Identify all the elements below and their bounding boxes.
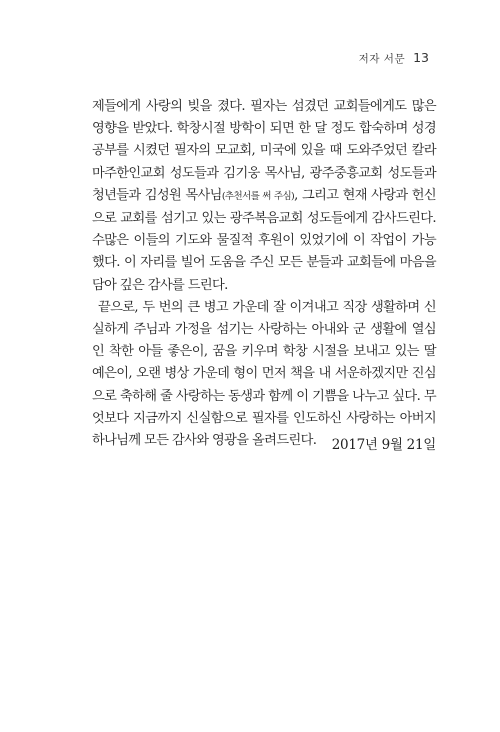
paragraph-family-thanks: 끝으로, 두 번의 큰 병고 가운데 잘 이겨내고 직장 생활하며 신실하게 주님과 가정을 섬기는 사랑하는 아내와 군 생활에 열심인 착한 아들 좋은이, 꿈을 키우며 학창 시절을 보내고 있는 딸 예은이, 오랜 병상 가운데 형이 먼저 책을 내 서운하겠지만 진심으로 축하해 줄 사랑하는 동생과 함께 이 기쁨을 나누고 싶다. 무엇보다 지금까지 신실함으로 필자를 인도하신 사랑하는 아버지 하나님께 모든 감사와 영광을 올려드린다. [92,299,436,449]
paragraph-acknowledgements [92,96,436,297]
paragraph-text: , 그리고 현재 사랑과 헌신으로 교회를 섬기고 있는 광주복음교회 성도들에게 감사드린다. 수많은 이들의 기도와 물질적 후원이 있었기에 이 작업이 가능했다. 이 자리를 빌어 도움을 주신 모든 분들과 교회들에 마음을 담아 깊은 감사를 드린다. [92,187,437,293]
parenthetical-note: (추천서를 써 주심) [221,190,295,202]
running-head [359,50,429,66]
paragraph-text: 제들에게 사랑의 빚을 졌다. 필자는 섬겼던 교회들에게도 많은 영향을 받았다. 학창시절 방학이 되면 한 달 정도 합숙하며 성경 공부를 시켰던 필자의 모교회, 미국에 있을 때 도와주었던 칼라마주한인교회 성도들과 김기웅 목사님, 광주중흥교회 성도들과 청년들과 김성원 목사님 [92,99,436,203]
running-title: 저자 서문 [358,53,406,65]
page-number: 13 [413,50,429,65]
body-text [92,96,436,452]
signature-date: 2017년 9월 21일 [331,437,436,453]
